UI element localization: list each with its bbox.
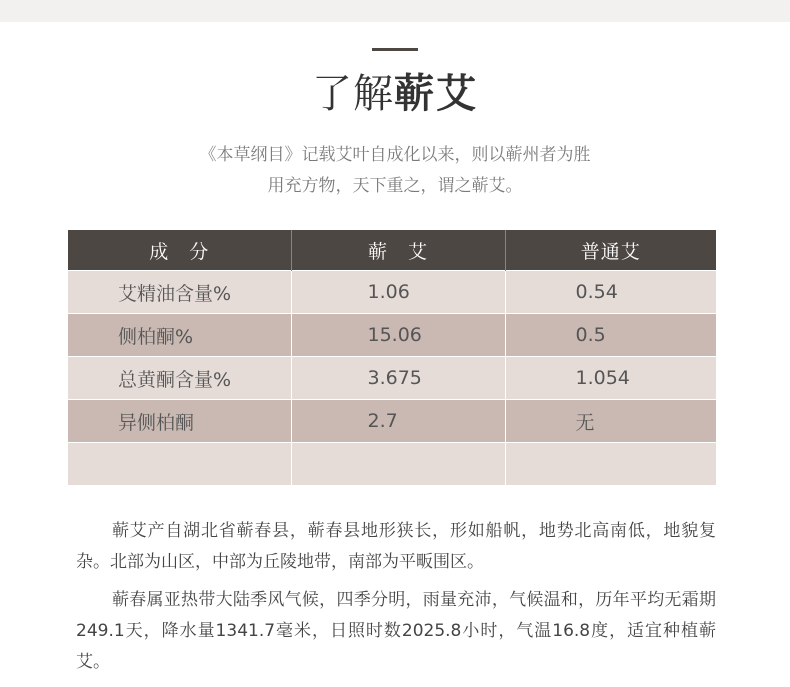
table-row xyxy=(68,314,716,357)
row-qiai-value: 1.06 xyxy=(291,271,505,314)
paragraph-text: 蕲艾产自湖北省蕲春县，蕲春县地形狭长，形如船帆，地势北高南低，地貌复杂。北部为山区，中部为丘陵地带，南部为平畈围区。 xyxy=(76,521,716,572)
top-band xyxy=(0,0,790,22)
row-common-value: 无 xyxy=(505,400,716,443)
page-title xyxy=(0,66,790,122)
title-bold: 蕲艾 xyxy=(394,71,478,117)
row-common-value xyxy=(505,443,716,486)
row-qiai-value: 15.06 xyxy=(291,314,505,357)
title-light: 了解 xyxy=(312,71,394,117)
row-name: 异侧柏酮 xyxy=(68,400,291,443)
comparison-table xyxy=(68,230,716,485)
paragraph-climate xyxy=(76,585,716,678)
table-row xyxy=(68,357,716,400)
row-name: 总黄酮含量% xyxy=(68,357,291,400)
header-qiai: 蕲 艾 xyxy=(291,230,505,271)
row-common-value: 0.5 xyxy=(505,314,716,357)
row-name xyxy=(68,443,291,486)
row-name: 侧柏酮% xyxy=(68,314,291,357)
row-qiai-value: 2.7 xyxy=(291,400,505,443)
intro-line-1: 《本草纲目》记载艾叶自成化以来，则以蕲州者为胜 xyxy=(199,145,591,165)
table-row xyxy=(68,271,716,314)
intro-line-2: 用充方物，天下重之，谓之蕲艾。 xyxy=(267,176,523,196)
table-row xyxy=(68,400,716,443)
paragraph-text: 蕲春属亚热带大陆季风气候，四季分明，雨量充沛，气候温和，历年平均无霜期249.1天，降水量1341.7毫米，日照时数2025.8小时，气温16.8度，适宜种植蕲艾。 xyxy=(76,590,716,672)
row-qiai-value: 3.675 xyxy=(291,357,505,400)
row-common-value: 0.54 xyxy=(505,271,716,314)
row-common-value: 1.054 xyxy=(505,357,716,400)
header-common-ai: 普通艾 xyxy=(505,230,716,271)
header-component: 成 分 xyxy=(68,230,291,271)
row-qiai-value xyxy=(291,443,505,486)
row-name: 艾精油含量% xyxy=(68,271,291,314)
table-row-empty xyxy=(68,443,716,486)
table-header-row xyxy=(68,230,716,271)
title-divider xyxy=(372,48,418,51)
paragraph-geography xyxy=(76,516,716,578)
